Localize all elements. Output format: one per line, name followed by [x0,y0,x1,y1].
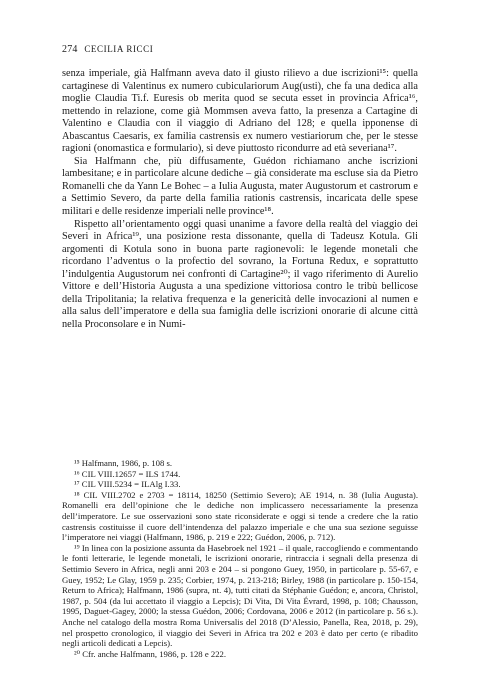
footnote: ¹⁹ In linea con la posizione assunta da Hasebroek nel 1921 – il quale, raccogliendo e commentando le fonti letterarie, le legende monetali, le iscrizioni onorarie, rintraccia i segnali della presenza di Settimio Severo in Africa, negli anni 203 e 204 – si pongono Guey, 1950, in particolare p. 55-67, e Guey, 1952; Le Glay, 1959 p. 235; Corbier, 1974, p. 213-218; Birley, 1988 (in particolare p. 150-154, Return to Africa); Halfmann, 1986 (supra, nt. 4), tutti citati da Stéphanie Guédon; e, ancora, Christol, 1987, p. 504 (da lui accettato il viaggio a Lepcis); Di Vita, Di Vita Évrard, 1998, p. 108; Chausson, 1995, Daguet-Gagey, 2000; la stessa Guédon, 2006; Cordovana, 2006 e 2012 (in particolare p. 56 s.). Anche nel catalogo della mostra Roma Universalis del 2018 (D’Alessio, Panella, Rea, 2018, p. 29), nel prospetto cronologico, il viaggio dei Severi in Africa tra 202 e 203 è dato per certo (e ribadito negli articoli dedicati a Lepcis). [62,542,418,649]
footnote: ¹⁸ CIL VIII.2702 e 2703 = 18114, 18250 (Settimio Severo); AE 1914, n. 38 (Iulia Augusta). Romanelli era dell’opinione che le dediche non implicassero necessariamente la presenza dell’imperatore. Le sue osservazioni sono state riconsiderate e oggi si tende a credere che la ratio castrensis costituisse il cuore dell’intendenza del palazzo imperiale e che una sua sezione seguisse l’imperatore nei viaggi (Halfmann, 1986, p. 219 e 222; Guédon, 2006, p. 712). [62,489,418,543]
footnote: ¹⁷ CIL VIII.5234 = ILAlg I.33. [74,479,181,490]
main-text [62,68,418,331]
body-paragraph: Rispetto all’orientamento oggi quasi unanime a favore della realtà del viaggio dei Severi in Africa¹⁹, una posizione resta dissonante, quella di Tadeusz Kotula. Gli argomenti di Kotula sono in buona parte ragionevoli: le legende monetali che ricordano l’adventus o la profectio del sovrano, la Fortuna Redux, e soprattutto l’indulgentia Augustorum nei confronti di Cartagine²⁰; il vago riferimento di Aurelio Vittore e dell’Historia Augusta a una spedizione vittoriosa contro le tribù bellicose della Tripolitania; la relativa frequenza e la genericità delle invocazioni al numen e alla salus dell’imperatore e della sua famiglia delle iscrizioni onorarie di alcune città nella Proconsolare e in Numi- [62,218,418,330]
running-header [62,44,153,55]
page-number: 274 [62,44,78,55]
footnote: ¹⁶ CIL VIII.12657 = ILS 1744. [74,468,181,479]
running-head-author: CECILIA RICCI [84,44,154,54]
footnote: ²⁰ Cfr. anche Halfmann, 1986, p. 128 e 222. [74,648,227,659]
footnote: ¹⁵ Halfmann, 1986, p. 108 s. [74,458,173,468]
body-paragraph: Sia Halfmann che, più diffusamente, Guédon richiamano anche iscrizioni lambesitane; e in particolare alcune dediche – già considerate ma escluse sia da Pietro Romanelli che da Yann Le Bohec – a Iulia Augusta, mater Augustorum et castrorum e a Settimio Severo, da parte della familia rationis castrensis, incaricata delle spese militari e delle residenze imperiali nelle province¹⁸. [62,155,418,218]
footnotes [62,458,418,659]
body-paragraph: senza imperiale, già Halfmann aveva dato il giusto rilievo a due iscrizioni¹⁵: quella cartaginese di Valentinus ex numero cubiculariorum Aug(usti), che fa una dedica alla moglie Claudia Ti.f. Euresis ob merita quod se secuta esset in provincia Africa¹⁶, mettendo in relazione, come già Mommsen aveva fatto, la presenza a Cartagine di Valentino e Claudia con il viaggio di Adriano del 128; e quella ipponense di Abascantus Caesaris, ex familia castrensis ex numero vestiariorum che, per le stesse ragioni (onomastica e formulario), si deve piuttosto ricondurre ad età severiana¹⁷. [62,68,418,155]
